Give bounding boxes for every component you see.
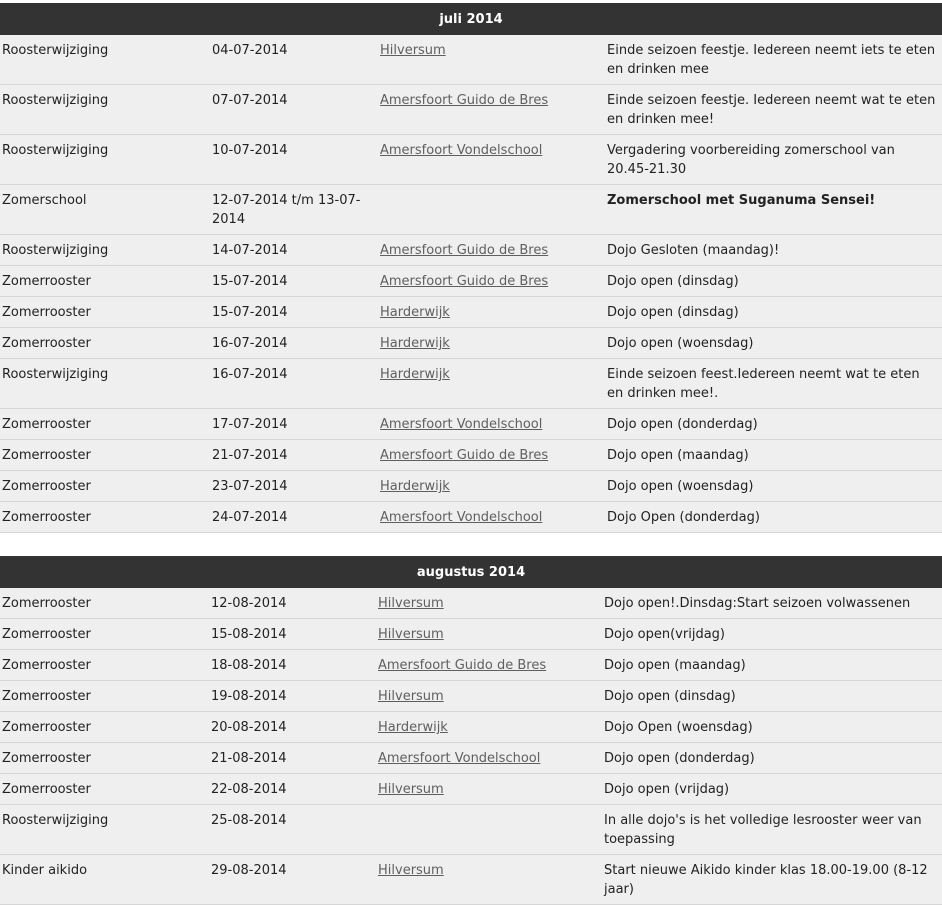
location-link[interactable]: Harderwijk [380,479,450,494]
event-description: Dojo open (woensdag) [605,471,942,502]
event-description: In alle dojo's is het volledige lesrooster weer van toepassing [602,805,942,855]
event-description: Dojo open (donderdag) [602,743,942,774]
event-location-cell [376,743,602,774]
event-date: 17-07-2014 [210,409,378,440]
event-location-cell [376,588,602,619]
event-date: 18-08-2014 [209,650,376,681]
event-type: Zomerrooster [0,266,210,297]
event-description: Dojo Gesloten (maandag)! [605,235,942,266]
location-link[interactable]: Amersfoort Vondelschool [380,417,543,432]
event-location-cell [378,297,605,328]
location-link[interactable]: Amersfoort Guido de Bres [380,93,549,108]
event-type: Zomerrooster [0,328,210,359]
event-type: Roosterwijziging [0,235,210,266]
event-type: Zomerrooster [0,471,210,502]
event-location-cell [378,235,605,266]
event-date: 20-08-2014 [209,712,376,743]
schedule-row [0,359,942,409]
schedule-row [0,588,942,619]
location-link[interactable]: Amersfoort Vondelschool [380,510,543,525]
event-description: Einde seizoen feest.Iedereen neemt wat te eten en drinken mee!. [605,359,942,409]
event-type: Zomerrooster [0,650,209,681]
event-location-cell [378,502,605,533]
event-date: 16-07-2014 [210,359,378,409]
location-link[interactable]: Harderwijk [380,336,450,351]
event-type: Zomerrooster [0,502,210,533]
event-location-cell [378,359,605,409]
location-link[interactable]: Hilversum [378,627,444,642]
event-type: Zomerrooster [0,619,209,650]
event-location-cell [378,135,605,185]
event-date: 22-08-2014 [209,774,376,805]
location-link[interactable]: Hilversum [380,43,446,58]
schedule-row [0,266,942,297]
event-date: 15-07-2014 [210,266,378,297]
event-type: Zomerrooster [0,712,209,743]
schedule-row [0,85,942,135]
event-description: Dojo open (maandag) [605,440,942,471]
event-description: Dojo Open (donderdag) [605,502,942,533]
event-date: 16-07-2014 [210,328,378,359]
schedule-row [0,471,942,502]
schedule-row [0,712,942,743]
schedule-row [0,440,942,471]
schedule-row [0,35,942,85]
event-location-cell [378,185,605,235]
schedule-row [0,502,942,533]
event-date: 19-08-2014 [209,681,376,712]
event-date: 25-08-2014 [209,805,376,855]
event-date: 23-07-2014 [210,471,378,502]
location-link[interactable]: Amersfoort Guido de Bres [380,243,549,258]
event-date: 12-08-2014 [209,588,376,619]
event-date: 24-07-2014 [210,502,378,533]
location-link[interactable]: Hilversum [378,689,444,704]
event-date: 15-07-2014 [210,297,378,328]
event-location-cell [378,440,605,471]
event-description: Dojo open (donderdag) [605,409,942,440]
event-type: Zomerrooster [0,743,209,774]
schedule-row [0,328,942,359]
event-date: 29-08-2014 [209,855,376,905]
event-type: Zomerrooster [0,440,210,471]
schedule-row [0,235,942,266]
event-location-cell [376,774,602,805]
event-date: 04-07-2014 [210,35,378,85]
event-date: 21-07-2014 [210,440,378,471]
event-description: Vergadering voorbereiding zomerschool van 20.45-21.30 [605,135,942,185]
event-date: 15-08-2014 [209,619,376,650]
schedule-row [0,135,942,185]
schedule-row [0,774,942,805]
event-date: 14-07-2014 [210,235,378,266]
event-description: Dojo open (maandag) [602,650,942,681]
location-link[interactable]: Hilversum [378,863,444,878]
schedule-row [0,650,942,681]
event-description: Dojo open!.Dinsdag:Start seizoen volwassenen [602,588,942,619]
location-link[interactable]: Amersfoort Guido de Bres [380,448,549,463]
event-type: Zomerschool [0,185,210,235]
location-link[interactable]: Amersfoort Guido de Bres [380,274,549,289]
event-location-cell [378,85,605,135]
event-description: Dojo open (dinsdag) [602,681,942,712]
event-type: Roosterwijziging [0,805,209,855]
event-location-cell [378,471,605,502]
event-location-cell [376,650,602,681]
event-location-cell [376,855,602,905]
event-location-cell [376,681,602,712]
schedule-row [0,805,942,855]
event-type: Zomerrooster [0,588,209,619]
schedule-row [0,297,942,328]
event-location-cell [378,328,605,359]
event-description: Dojo open (vrijdag) [602,774,942,805]
schedule-row [0,409,942,440]
location-link[interactable]: Amersfoort Vondelschool [378,751,541,766]
schedule-row [0,185,942,235]
location-link[interactable]: Harderwijk [378,720,448,735]
event-type: Kinder aikido [0,855,209,905]
event-type: Zomerrooster [0,297,210,328]
location-link[interactable]: Hilversum [378,596,444,611]
event-type: Roosterwijziging [0,85,210,135]
schedule-row [0,619,942,650]
event-date: 21-08-2014 [209,743,376,774]
event-date: 12-07-2014 t/m 13-07-2014 [210,185,378,235]
month-header: juli 2014 [0,2,942,36]
event-location-cell [376,619,602,650]
event-location-cell [378,266,605,297]
location-link[interactable]: Hilversum [378,782,444,797]
location-link[interactable]: Harderwijk [380,305,450,320]
event-description: Dojo Open (woensdag) [602,712,942,743]
event-type: Roosterwijziging [0,359,210,409]
month-table [0,553,942,905]
event-description: Dojo open (dinsdag) [605,297,942,328]
event-type: Zomerrooster [0,409,210,440]
event-description: Dojo open(vrijdag) [602,619,942,650]
event-location-cell [376,712,602,743]
event-location-cell [376,805,602,855]
schedule-row [0,743,942,774]
location-link[interactable]: Amersfoort Vondelschool [380,143,543,158]
event-location-cell [378,409,605,440]
event-type: Roosterwijziging [0,35,210,85]
event-description: Einde seizoen feestje. Iedereen neemt wat te eten en drinken mee! [605,85,942,135]
schedule-row [0,855,942,905]
event-type: Zomerrooster [0,774,209,805]
month-header: augustus 2014 [0,555,942,589]
schedule-row [0,681,942,712]
event-location-cell [378,35,605,85]
event-description: Zomerschool met Suganuma Sensei! [605,185,942,235]
event-type: Zomerrooster [0,681,209,712]
event-description: Einde seizoen feestje. Iedereen neemt iets te eten en drinken mee [605,35,942,85]
location-link[interactable]: Harderwijk [380,367,450,382]
location-link[interactable]: Amersfoort Guido de Bres [378,658,547,673]
event-description: Start nieuwe Aikido kinder klas 18.00-19.00 (8-12 jaar) [602,855,942,905]
event-type: Roosterwijziging [0,135,210,185]
event-date: 10-07-2014 [210,135,378,185]
event-date: 07-07-2014 [210,85,378,135]
event-description: Dojo open (dinsdag) [605,266,942,297]
event-description: Dojo open (woensdag) [605,328,942,359]
